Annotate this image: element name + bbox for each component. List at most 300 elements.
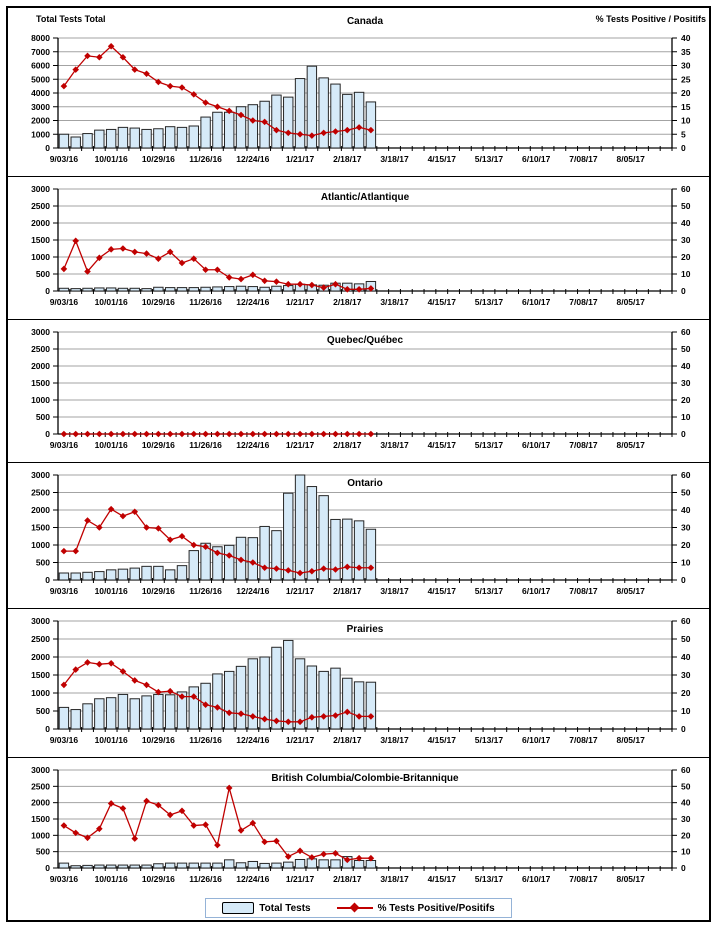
pct-positive-marker-icon	[84, 517, 91, 524]
total-tests-bar	[272, 286, 281, 291]
plot-area	[31, 470, 691, 596]
pct-positive-marker-icon	[179, 84, 186, 91]
pct-positive-marker-icon	[143, 682, 150, 689]
pct-positive-marker-icon	[214, 431, 221, 438]
pct-positive-marker-icon	[167, 688, 174, 695]
total-tests-bar	[284, 862, 293, 868]
x-tick-label: 12/24/16	[236, 735, 270, 745]
chart-title: Ontario	[347, 478, 383, 489]
x-tick-label: 11/26/16	[189, 440, 222, 450]
total-tests-bar	[130, 699, 139, 729]
pct-positive-marker-icon	[214, 103, 221, 110]
pct-positive-marker-icon	[250, 272, 257, 279]
total-tests-bar	[130, 128, 139, 148]
x-tick-label: 7/08/17	[569, 297, 598, 307]
total-tests-bar	[284, 97, 293, 148]
right-tick-label: 20	[681, 88, 691, 98]
left-tick-label: 2000	[31, 505, 50, 515]
pct-positive-marker-icon	[356, 431, 363, 438]
x-tick-label: 8/05/17	[616, 874, 645, 884]
left-tick-label: 2500	[31, 634, 50, 644]
x-tick-label: 9/03/16	[49, 440, 79, 450]
prairies-chart	[8, 609, 709, 755]
x-tick-label: 12/24/16	[236, 586, 270, 596]
total-tests-bar	[248, 105, 257, 148]
total-tests-bar	[213, 674, 222, 729]
chart-panel-quebec	[8, 320, 709, 463]
pct-positive-line	[64, 788, 371, 860]
total-tests-bar	[142, 566, 151, 580]
pct-positive-marker-icon	[61, 431, 68, 438]
pct-positive-marker-icon	[179, 431, 186, 438]
x-tick-label: 4/15/17	[427, 440, 456, 450]
left-axis-title: Total Tests Total	[36, 14, 106, 24]
left-tick-label: 0	[45, 863, 50, 873]
right-axis-title: % Tests Positive / Positifs	[595, 14, 706, 24]
pct-positive-marker-icon	[155, 255, 162, 262]
x-tick-label: 1/21/17	[285, 586, 315, 596]
total-tests-bar	[319, 860, 328, 868]
pct-positive-marker-icon	[261, 839, 268, 846]
right-tick-label: 0	[681, 429, 686, 439]
right-tick-label: 0	[681, 724, 686, 734]
right-tick-label: 20	[681, 540, 691, 550]
pct-positive-marker-icon	[226, 274, 233, 281]
total-tests-bar	[165, 288, 174, 291]
total-tests-bar	[165, 127, 174, 148]
chart-title: British Columbia/Colombie-Britannique	[271, 773, 459, 784]
left-tick-label: 500	[35, 269, 50, 279]
left-tick-label: 3000	[31, 765, 50, 775]
x-tick-label: 8/05/17	[616, 735, 645, 745]
left-tick-label: 1000	[31, 540, 50, 550]
total-tests-bar	[248, 538, 257, 580]
total-tests-bar	[236, 286, 245, 291]
left-tick-label: 500	[35, 412, 50, 422]
pct-positive-marker-icon	[297, 848, 304, 855]
x-tick-label: 7/08/17	[569, 440, 598, 450]
total-tests-bar	[165, 695, 174, 729]
right-tick-label: 50	[681, 344, 691, 354]
total-tests-bar	[106, 865, 115, 868]
x-tick-label: 1/21/17	[285, 154, 315, 164]
total-tests-bar	[165, 570, 174, 580]
left-tick-label: 3000	[31, 470, 50, 480]
pct-positive-marker-icon	[143, 250, 150, 257]
right-tick-label: 50	[681, 487, 691, 498]
pct-positive-marker-icon	[202, 821, 209, 828]
pct-positive-marker-icon	[297, 431, 304, 438]
right-tick-label: 5	[681, 129, 686, 140]
x-tick-label: 6/10/17	[522, 735, 551, 745]
total-tests-bar	[189, 863, 198, 868]
right-tick-label: 40	[681, 797, 691, 808]
total-tests-bar	[343, 94, 352, 148]
total-tests-bar	[307, 487, 316, 580]
total-tests-bar	[295, 659, 304, 729]
right-tick-label: 35	[681, 46, 691, 57]
x-tick-label: 1/21/17	[285, 874, 315, 884]
total-tests-bar	[118, 865, 127, 868]
right-tick-label: 20	[681, 688, 691, 698]
total-tests-bar	[142, 865, 151, 868]
total-tests-bar	[106, 698, 115, 729]
x-tick-label: 12/24/16	[236, 874, 270, 884]
total-tests-bar	[272, 95, 281, 148]
right-tick-label: 40	[681, 652, 691, 662]
right-tick-label: 10	[681, 557, 691, 568]
total-tests-bar	[354, 682, 363, 729]
x-tick-label: 10/29/16	[141, 297, 175, 307]
right-tick-label: 60	[681, 765, 691, 775]
total-tests-bar	[71, 573, 80, 580]
left-tick-label: 2000	[31, 218, 50, 228]
left-tick-label: 500	[35, 557, 50, 568]
x-tick-label: 9/03/16	[49, 297, 79, 307]
pct-positive-marker-icon	[332, 850, 339, 857]
pct-positive-marker-icon	[226, 431, 233, 438]
pct-positive-marker-icon	[120, 431, 127, 438]
right-tick-label: 10	[681, 115, 691, 126]
total-tests-bar	[95, 699, 104, 729]
x-tick-label: 11/26/16	[189, 586, 222, 596]
total-tests-bar	[83, 288, 92, 291]
total-tests-bar	[189, 687, 198, 729]
total-tests-bar	[59, 863, 68, 868]
left-tick-label: 0	[45, 429, 50, 439]
atlantic-chart	[8, 177, 709, 317]
pct-positive-marker-icon	[261, 431, 268, 438]
left-tick-label: 5000	[31, 74, 50, 85]
total-tests-bar	[248, 287, 257, 291]
x-tick-label: 6/10/17	[522, 586, 551, 596]
total-tests-bar	[260, 526, 269, 580]
plot-area	[31, 184, 691, 307]
chart-title: Canada	[346, 16, 384, 27]
right-tick-label: 60	[681, 616, 691, 626]
x-tick-label: 2/18/17	[333, 874, 362, 884]
left-tick-label: 1000	[31, 395, 50, 405]
total-tests-bar	[201, 117, 210, 148]
total-tests-bar	[106, 570, 115, 580]
pct-positive-line-series	[61, 431, 375, 438]
total-tests-bar	[213, 863, 222, 868]
x-tick-label: 3/18/17	[380, 735, 409, 745]
x-tick-label: 10/29/16	[141, 154, 175, 164]
x-tick-label: 5/13/17	[474, 874, 504, 884]
x-tick-label: 10/01/16	[94, 874, 128, 884]
left-tick-label: 1500	[31, 378, 50, 388]
pct-positive-marker-icon	[131, 249, 138, 256]
x-tick-label: 10/01/16	[94, 297, 128, 307]
right-tick-label: 0	[681, 143, 686, 153]
chart-panel-atlantic	[8, 177, 709, 320]
x-tick-label: 5/13/17	[474, 440, 504, 450]
pct-positive-marker-icon	[238, 827, 245, 834]
x-tick-label: 11/26/16	[189, 297, 222, 307]
x-tick-label: 10/01/16	[94, 154, 128, 164]
x-tick-label: 4/15/17	[427, 154, 456, 164]
x-tick-label: 2/18/17	[333, 154, 362, 164]
total-tests-bar	[236, 666, 245, 729]
total-tests-bar	[354, 860, 363, 868]
total-tests-bar	[189, 551, 198, 580]
total-tests-bar	[331, 84, 340, 148]
pct-positive-marker-icon	[238, 431, 245, 438]
total-tests-bar	[106, 288, 115, 291]
total-tests-bar-swatch-icon	[222, 902, 254, 914]
total-tests-bar	[319, 671, 328, 729]
total-tests-bar	[213, 112, 222, 148]
x-tick-label: 7/08/17	[569, 874, 598, 884]
left-tick-label: 2500	[31, 201, 50, 211]
right-tick-label: 30	[681, 814, 691, 824]
right-tick-label: 60	[681, 327, 691, 337]
total-tests-bar	[106, 129, 115, 148]
pct-positive-line-series	[61, 238, 375, 293]
chart-panel-prairies	[8, 609, 709, 758]
total-tests-bar	[59, 707, 68, 729]
total-tests-bar	[95, 572, 104, 580]
x-tick-label: 9/03/16	[49, 735, 79, 745]
total-tests-bar	[272, 531, 281, 580]
total-tests-bar	[130, 568, 139, 580]
pct-positive-marker-icon	[61, 548, 68, 555]
chart-title: Atlantic/Atlantique	[320, 192, 410, 203]
total-tests-bar	[284, 640, 293, 729]
total-tests-bar	[83, 865, 92, 868]
quebec-chart	[8, 320, 709, 460]
total-tests-bar	[354, 92, 363, 148]
x-tick-label: 6/10/17	[522, 440, 551, 450]
total-tests-bar	[177, 288, 186, 291]
total-tests-bar	[59, 573, 68, 580]
chart-title: Prairies	[346, 624, 384, 635]
total-tests-bar	[366, 682, 375, 729]
x-tick-label: 8/05/17	[616, 440, 645, 450]
x-tick-label: 11/26/16	[189, 874, 222, 884]
total-tests-bar	[225, 287, 234, 291]
total-tests-bar	[71, 289, 80, 291]
left-tick-label: 1500	[31, 814, 50, 824]
pct-positive-marker-icon	[84, 659, 91, 666]
pct-positive-marker-icon	[143, 798, 150, 805]
british-columbia-chart	[8, 758, 709, 894]
x-tick-label: 9/03/16	[49, 586, 79, 596]
x-tick-label: 7/08/17	[569, 586, 598, 596]
right-tick-label: 40	[681, 33, 691, 43]
pct-positive-marker-icon	[261, 278, 268, 285]
right-tick-label: 20	[681, 252, 691, 262]
pct-positive-marker-icon	[108, 506, 115, 513]
total-tests-bar	[354, 521, 363, 580]
total-tests-bar	[236, 863, 245, 868]
total-tests-bars	[59, 857, 375, 868]
total-tests-bar	[225, 545, 234, 580]
total-tests-bar	[201, 287, 210, 291]
x-tick-label: 3/18/17	[380, 440, 409, 450]
total-tests-bar	[130, 288, 139, 291]
left-tick-label: 2500	[31, 487, 50, 498]
total-tests-bar	[118, 569, 127, 580]
total-tests-bar	[272, 863, 281, 868]
left-tick-label: 2500	[31, 344, 50, 354]
total-tests-bar	[189, 126, 198, 148]
total-tests-bar	[118, 694, 127, 729]
pct-positive-marker-icon	[120, 805, 127, 812]
x-tick-label: 10/29/16	[141, 440, 175, 450]
x-tick-label: 10/01/16	[94, 735, 128, 745]
x-tick-label: 5/13/17	[474, 154, 504, 164]
x-tick-label: 4/15/17	[427, 297, 456, 307]
pct-positive-marker-icon	[320, 431, 327, 438]
pct-positive-marker-icon	[72, 238, 79, 245]
total-tests-bar	[154, 694, 163, 729]
x-tick-label: 5/13/17	[474, 297, 504, 307]
x-tick-label: 1/21/17	[285, 440, 315, 450]
x-tick-label: 8/05/17	[616, 586, 645, 596]
pct-positive-marker-icon	[131, 835, 138, 842]
x-tick-label: 3/18/17	[380, 154, 409, 164]
right-tick-label: 15	[681, 101, 691, 112]
total-tests-bar	[343, 678, 352, 729]
left-tick-label: 2000	[31, 797, 50, 808]
total-tests-bar	[366, 860, 375, 868]
left-tick-label: 4000	[31, 88, 50, 98]
x-tick-label: 2/18/17	[333, 297, 362, 307]
pct-positive-marker-icon	[226, 785, 233, 792]
x-tick-label: 3/18/17	[380, 874, 409, 884]
right-tick-label: 30	[681, 60, 691, 71]
total-tests-bar	[295, 860, 304, 868]
total-tests-bar	[177, 127, 186, 148]
left-tick-label: 7000	[31, 46, 50, 57]
pct-positive-marker-icon	[155, 431, 162, 438]
right-tick-label: 40	[681, 218, 691, 228]
total-tests-bar	[71, 866, 80, 868]
left-tick-label: 0	[45, 724, 50, 734]
pct-positive-marker-icon	[368, 431, 375, 438]
x-tick-label: 10/29/16	[141, 874, 175, 884]
total-tests-bar	[165, 863, 174, 868]
pct-positive-marker-icon	[238, 276, 245, 283]
pct-positive-marker-icon	[96, 661, 103, 668]
left-tick-label: 1000	[31, 129, 50, 140]
total-tests-bar	[95, 865, 104, 868]
chart-panel-british-columbia	[8, 758, 709, 920]
x-tick-label: 3/18/17	[380, 586, 409, 596]
pct-positive-marker-icon	[84, 431, 91, 438]
left-tick-label: 1500	[31, 235, 50, 245]
chart-panel-canada	[8, 8, 709, 177]
ontario-chart	[8, 463, 709, 606]
left-tick-label: 0	[45, 575, 50, 585]
right-tick-label: 20	[681, 395, 691, 405]
total-tests-bar	[83, 134, 92, 148]
left-tick-label: 3000	[31, 101, 50, 112]
pct-positive-marker-icon	[72, 548, 79, 555]
pct-positive-marker-icon	[61, 822, 68, 829]
total-tests-bar	[154, 566, 163, 580]
x-tick-label: 7/08/17	[569, 154, 598, 164]
right-tick-label: 50	[681, 781, 691, 792]
plot-area	[31, 616, 691, 745]
right-tick-label: 25	[681, 74, 691, 85]
x-tick-label: 2/18/17	[333, 440, 362, 450]
right-tick-label: 60	[681, 470, 691, 480]
right-tick-label: 10	[681, 706, 691, 716]
x-tick-label: 5/13/17	[474, 735, 504, 745]
total-tests-bar	[331, 668, 340, 729]
x-tick-label: 1/21/17	[285, 297, 315, 307]
total-tests-bar	[295, 475, 304, 580]
total-tests-bar	[95, 288, 104, 291]
right-tick-label: 40	[681, 361, 691, 371]
total-tests-bar	[177, 863, 186, 868]
total-tests-bar	[71, 137, 80, 148]
x-tick-label: 10/01/16	[94, 440, 128, 450]
chart-title: Quebec/Québec	[326, 335, 404, 346]
legend-row	[8, 894, 709, 920]
total-tests-bar	[366, 529, 375, 580]
total-tests-bar	[71, 710, 80, 729]
total-tests-bar	[225, 671, 234, 729]
x-tick-label: 9/03/16	[49, 154, 79, 164]
right-tick-label: 10	[681, 412, 691, 422]
x-tick-label: 2/18/17	[333, 586, 362, 596]
total-tests-bar	[118, 288, 127, 291]
total-tests-bar	[225, 860, 234, 868]
total-tests-bar	[260, 863, 269, 868]
right-tick-label: 10	[681, 846, 691, 857]
pct-positive-marker-icon	[61, 266, 68, 273]
pct-positive-marker-icon	[190, 431, 197, 438]
left-tick-label: 500	[35, 706, 50, 716]
pct-positive-marker-icon	[120, 245, 127, 252]
total-tests-bar	[260, 287, 269, 291]
legend-pct-positive-label: % Tests Positive/Positifs	[377, 902, 495, 914]
right-tick-label: 30	[681, 378, 691, 388]
legend-item-pct-positive	[337, 903, 495, 914]
pct-positive-marker-icon	[214, 266, 221, 273]
left-tick-label: 500	[35, 846, 50, 857]
total-tests-bar	[118, 127, 127, 148]
right-tick-label: 30	[681, 235, 691, 245]
x-tick-label: 3/18/17	[380, 297, 409, 307]
total-tests-bar	[154, 129, 163, 148]
pct-positive-marker-icon	[120, 513, 127, 520]
total-tests-bar	[189, 288, 198, 291]
right-tick-label: 10	[681, 269, 691, 279]
total-tests-bar	[142, 129, 151, 148]
total-tests-bar	[343, 519, 352, 580]
right-tick-label: 20	[681, 830, 691, 841]
total-tests-bar	[154, 287, 163, 291]
total-tests-bar	[83, 572, 92, 580]
total-tests-bar	[295, 79, 304, 148]
pct-positive-marker-icon	[96, 431, 103, 438]
pct-positive-marker-icon	[167, 83, 174, 90]
x-tick-label: 5/13/17	[474, 586, 504, 596]
total-tests-bar	[225, 112, 234, 148]
pct-positive-marker-icon	[108, 431, 115, 438]
x-tick-label: 9/03/16	[49, 874, 79, 884]
left-tick-label: 2000	[31, 115, 50, 126]
pct-positive-marker-icon	[332, 431, 339, 438]
right-tick-label: 30	[681, 522, 691, 533]
pct-positive-marker-icon	[344, 431, 351, 438]
left-tick-label: 3000	[31, 616, 50, 626]
